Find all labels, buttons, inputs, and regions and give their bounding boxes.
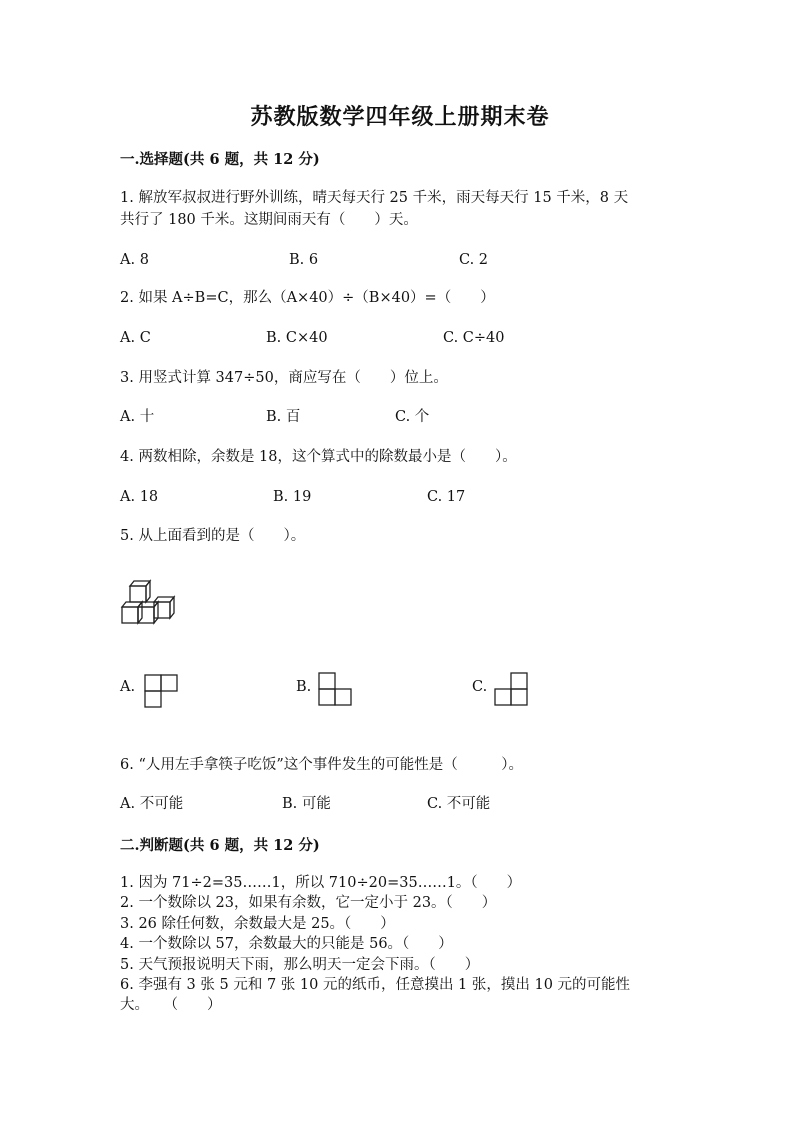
question-4-option-c[interactable]: C. 17	[427, 489, 466, 505]
section-heading-judge: 二.判断题(共 6 题，共 12 分)	[120, 837, 320, 854]
judge-item-2: 2. 一个数除以 23，如果有余数，它一定小于 23。（ ）	[120, 895, 497, 912]
top-view-b-icon[interactable]	[318, 672, 352, 706]
question-2-line-1: 2. 如果 A÷B=C，那么（A×40）÷（B×40）=（ ）	[120, 290, 495, 306]
question-3-option-c[interactable]: C. 个	[395, 409, 430, 425]
judge-item-5: 5. 天气预报说明天下雨，那么明天一定会下雨。（ ）	[120, 956, 480, 973]
question-1-option-b[interactable]: B. 6	[289, 252, 319, 268]
top-view-c-icon[interactable]	[494, 672, 528, 706]
question-2-option-c[interactable]: C. C÷40	[443, 330, 505, 346]
question-3-option-a[interactable]: A. 十	[120, 409, 155, 425]
question-1-line-1: 1. 解放军叔叔进行野外训练，晴天每天行 25 千米，雨天每天行 15 千米，8 天	[120, 190, 629, 206]
judge-item-3: 3. 26 除任何数，余数最大是 25。（ ）	[120, 915, 395, 932]
question-3-option-b[interactable]: B. 百	[266, 409, 301, 425]
question-3-line-1: 3. 用竖式计算 347÷50，商应写在（ ）位上。	[120, 370, 448, 386]
question-4-option-b[interactable]: B. 19	[273, 489, 312, 505]
question-1-line-2: 共行了 180 千米。这期间雨天有（ ）天。	[120, 212, 418, 228]
question-1-option-a[interactable]: A. 8	[120, 252, 149, 268]
judge-item-6: 6. 李强有 3 张 5 元和 7 张 10 元的纸币，任意摸出 1 张，摸出 10 元的可能性	[120, 977, 631, 994]
question-2-option-b[interactable]: B. C×40	[266, 330, 328, 346]
question-5-option-c[interactable]: C.	[472, 679, 488, 695]
question-4-line-1: 4. 两数相除，余数是 18，这个算式中的除数最小是（ ）。	[120, 449, 517, 465]
question-5-option-b[interactable]: B.	[296, 679, 312, 695]
judge-item-6-continued: 大。 （ ）	[120, 997, 222, 1014]
page-title: 苏教版数学四年级上册期末卷	[250, 104, 550, 130]
question-5-option-a[interactable]: A.	[120, 679, 136, 695]
question-6-option-b[interactable]: B. 可能	[282, 796, 331, 812]
isometric-cubes-figure	[118, 578, 184, 628]
section-heading-choice: 一.选择题(共 6 题，共 12 分)	[120, 151, 320, 168]
question-6-option-c[interactable]: C. 不可能	[427, 796, 491, 812]
question-2-option-a[interactable]: A. C	[120, 330, 151, 346]
judge-item-4: 4. 一个数除以 57，余数最大的只能是 56。（ ）	[120, 936, 453, 953]
judge-list	[120, 873, 630, 1016]
question-6-option-a[interactable]: A. 不可能	[120, 796, 184, 812]
question-4-option-a[interactable]: A. 18	[120, 489, 159, 505]
question-6-line-1: 6. “人用左手拿筷子吃饭”这个事件发生的可能性是（ ）。	[120, 757, 524, 773]
top-view-a-icon[interactable]	[144, 674, 178, 708]
question-5-line-1: 5. 从上面看到的是（ ）。	[120, 528, 306, 544]
question-1-option-c[interactable]: C. 2	[459, 252, 489, 268]
judge-item-1: 1. 因为 71÷2=35……1，所以 710÷20=35……1。（ ）	[120, 875, 522, 891]
